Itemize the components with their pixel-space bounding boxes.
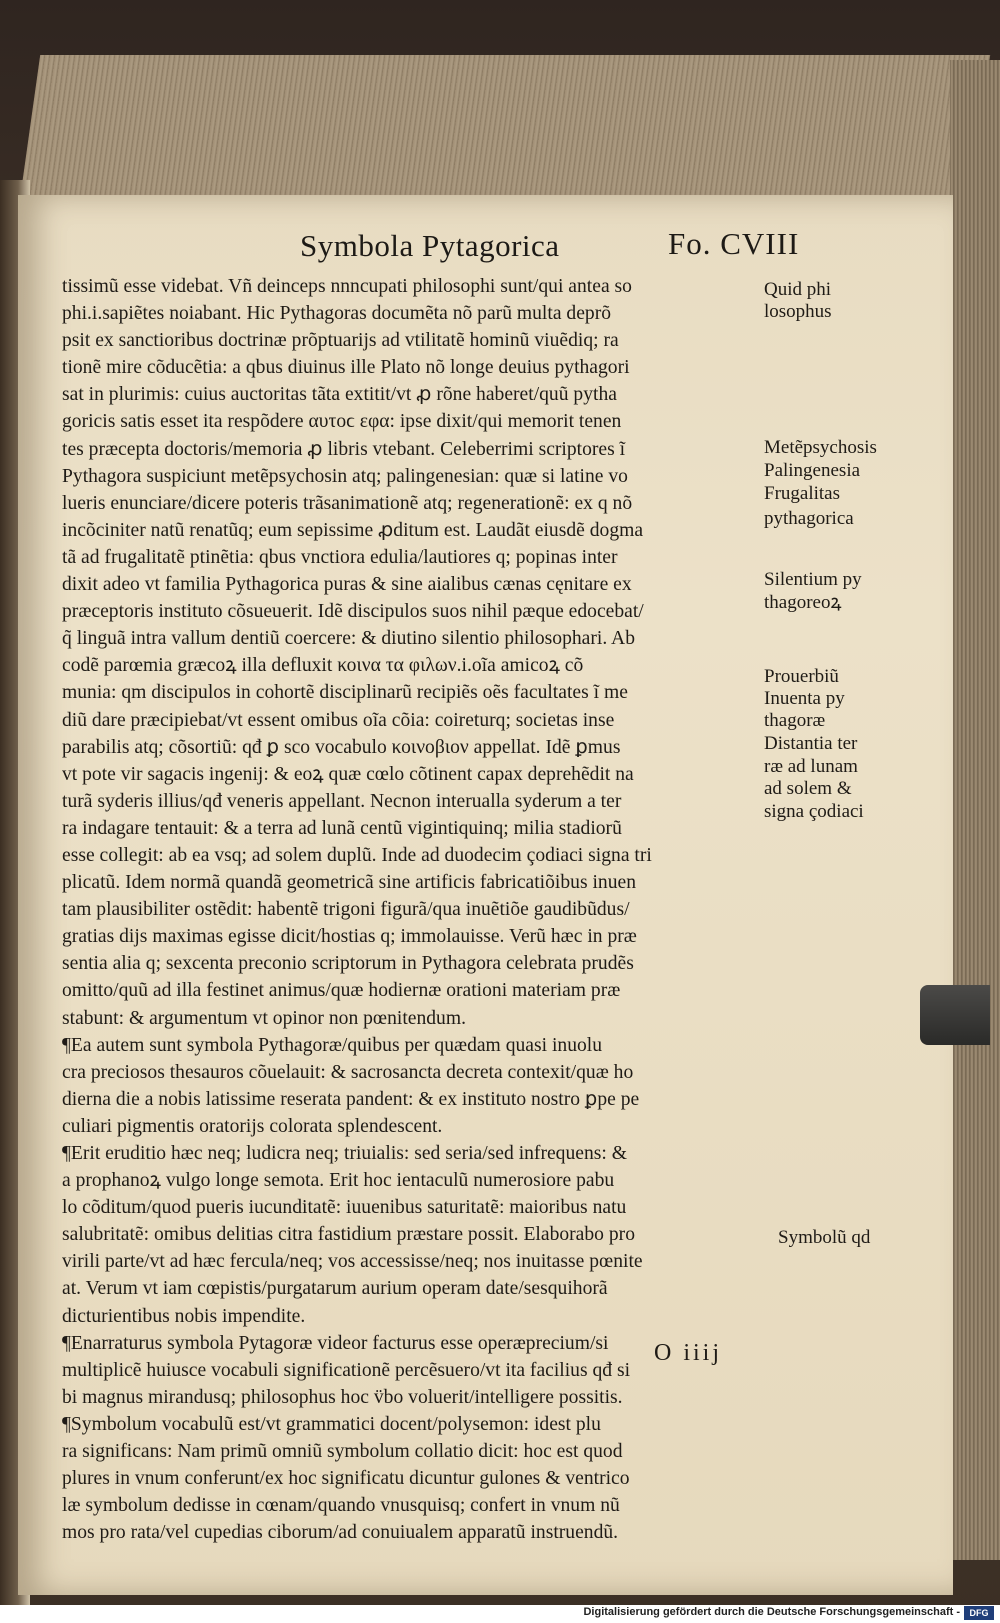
- text-line: tissimũ esse videbat. Vñ deinceps nnncupati philosophi sunt/qui antea so: [62, 276, 632, 297]
- text-line: q̃ linguã intra vallum dentiũ coercere: & diutino silentio philosophari. Ab: [62, 628, 636, 650]
- text-line: mos pro rata/vel cupedias ciborum/ad conuiualem apparatũ instruendũ.: [62, 1522, 619, 1544]
- text-line: præceptoris instituto cõsueuerit. Idẽ discipulos suos nihil pæque edocebat/: [62, 601, 644, 623]
- margin-note: thagoræ: [764, 710, 826, 731]
- margin-note: signa çodiaci: [764, 801, 864, 822]
- margin-note: Frugalitas: [764, 483, 840, 504]
- text-line: a prophanoꝝ vulgo longe semota. Erit hoc ientaculũ numerosiore pabu: [62, 1170, 615, 1192]
- text-line: gratias dijs maximas egisse dicit/hostias q; immolauisse. Verũ hæc in præ: [62, 926, 637, 948]
- text-line: diũ dare præcipiebat/vt essent omibus oĩa cõia: coireturq; societas inse: [62, 709, 615, 731]
- margin-note: Silentium py: [764, 569, 862, 590]
- page-stack-side-edge: [950, 60, 1000, 1560]
- text-line: plures in vnum conferunt/ex hoc significatu dicuntur gulones & ventrico: [62, 1468, 630, 1490]
- text-line: ¶Enarraturus symbola Pytagoræ videor facturus esse operæprecium/si: [62, 1332, 609, 1354]
- margin-note: thagoreoꝝ: [764, 592, 842, 613]
- text-line: tes præcepta doctoris/memoria ꝓ libris vtebant. Celeberrimi scriptores ĩ: [62, 438, 626, 460]
- text-line: cra preciosos thesauros cõuelauit: & sacrosancta decreta contexit/quæ ho: [62, 1061, 634, 1083]
- book-clasp: [920, 985, 990, 1045]
- margin-note: Inuenta py: [764, 688, 845, 709]
- page-stack-top-edge: [20, 55, 990, 200]
- text-line: goricis satis esset ita respõdere αυτοϲ εφα: ipse dixit/qui memorit tenen: [62, 411, 622, 433]
- text-line: plicatũ. Idem normã quandã geometricã sine artificis fabricatiõibus inuen: [62, 872, 636, 894]
- margin-note: losophus: [764, 301, 832, 322]
- text-line: virili parte/vt ad hæc fercula/neq; vos accessisse/neq; nos inuitasse pœnite: [62, 1251, 643, 1273]
- text-line: turã syderis illius/qđ veneris appellant. Necnon interualla syderum a ter: [62, 790, 622, 812]
- margin-note: Metẽpsychosis: [764, 437, 877, 458]
- text-line: salubritatẽ: omibus delitias citra fastidium præstare possit. Elaborabo pro: [62, 1224, 635, 1246]
- margin-note: pythagorica: [764, 508, 854, 529]
- margin-note: ræ ad lunam: [764, 756, 858, 777]
- text-line: at. Verum vt iam cœpistis/purgatarum aurium operam date/sesquihorã: [62, 1278, 608, 1300]
- signature-mark: O iiij: [654, 1340, 723, 1366]
- text-line: codẽ parœmia græcoꝝ illa defluxit κοινα τα φιλων.i.oĩa amicoꝝ cõ: [62, 655, 584, 677]
- text-line: culiari pigmentis oratorijs colorata splendescent.: [62, 1115, 443, 1137]
- text-line: psit ex sanctioribus doctrinæ prõptuarijs ad vtilitatẽ hominũ viuẽdiq; ra: [62, 330, 619, 352]
- footer-credit: Digitalisierung gefördert durch die Deutsche Forschungsgemeinschaft -: [583, 1606, 960, 1618]
- text-line: lo cõditum/quod pueris iucunditatẽ: iuuenibus saturitatẽ: maioribus natu: [62, 1197, 627, 1219]
- text-line: munia: qm discipulos in cohortẽ disciplinarũ recipiẽs oẽs facultates ĩ me: [62, 682, 628, 704]
- text-line: incõciniter natũ renatũq; eum sepissime ꝓditum est. Laudãt eiusdẽ dogma: [62, 519, 644, 541]
- margin-note: Symbolũ qd: [778, 1227, 871, 1248]
- text-line: ¶Erit eruditio hæc neq; ludicra neq; triuialis: sed seria/sed infrequens: &: [62, 1143, 627, 1164]
- text-line: parabilis atq; cõsortiũ: qđ ꝑ sco vocabulo κοινοβιον appellat. Idẽ ꝑmus: [62, 736, 621, 758]
- text-line: vt pote vir sagacis ingenij: & eoꝝ quæ cœlo cõtinent capax deprehẽdit na: [62, 763, 634, 785]
- text-line: stabunt: & argumentum vt opinor non pœnitendum.: [62, 1007, 466, 1029]
- folio-number: Fo. CVIII: [668, 226, 800, 261]
- text-line: Pythagora suspiciunt metẽpsychosin atq; palingenesian: quæ si latine vo: [62, 465, 628, 487]
- text-line: tionẽ mire cõducẽtia: a qbus diuinus ille Plato nõ longe deuius pythagori: [62, 357, 630, 379]
- text-line: dicturientibus nobis impendite.: [62, 1305, 306, 1327]
- text-line: ra significans: Nam primũ omniũ symbolum collatio dicit: hoc est quod: [62, 1441, 623, 1463]
- dfg-logo: DFG: [964, 1606, 994, 1620]
- text-line: ra indagare tentauit: & a terra ad lunã centũ vigintiquinq; milia stadiorũ: [62, 817, 622, 839]
- text-line: ¶Ea autem sunt symbola Pythagoræ/quibus per quædam quasi inuolu: [62, 1034, 603, 1056]
- text-line: omitto/quũ ad illa festinet animus/quæ hodiernæ orationi materiam præ: [62, 980, 621, 1002]
- margin-note: ad solem &: [764, 778, 852, 799]
- text-line: læ symbolum dedisse in cœnam/quando vnusquisq; confert in vnum nũ: [62, 1495, 620, 1517]
- text-line: tam plausibiliter ostẽdit: habentẽ trigoni figurã/qua inuẽtiõe gaudibũdus/: [62, 899, 630, 921]
- text-line: phi.i.sapiẽtes noiabant. Hic Pythagoras documẽta nõ parũ multa deprõ: [62, 303, 612, 325]
- text-line: multiplicẽ huiusce vocabuli significationẽ percẽsuero/vt ita facilius qđ si: [62, 1359, 631, 1381]
- running-head-title: Symbola Pytagorica: [300, 228, 560, 263]
- text-line: tã ad frugalitatẽ ptinẽtia: qbus vnctiora edulia/lautiores q; popinas inter: [62, 546, 618, 568]
- margin-note: Quid phi: [764, 279, 832, 300]
- text-line: dierna die a nobis latissime reserata pandent: & ex instituto nostro ꝑpe pe: [62, 1088, 640, 1110]
- text-line: sat in plurimis: cuius auctoritas tãta extitit/vt ꝓ rõne haberet/quũ pytha: [62, 384, 617, 406]
- text-line: esse collegit: ab ea vsq; ad solem duplũ. Inde ad duodecim çodiaci signa tri: [62, 844, 652, 866]
- margin-note: Distantia ter: [764, 733, 858, 754]
- text-line: ¶Symbolum vocabulũ est/vt grammatici docent/polysemon: idest plu: [62, 1413, 601, 1435]
- text-line: sentia alia q; sexcenta preconio scriptorum in Pythagora celebrata prudẽs: [62, 953, 634, 975]
- margin-note: Prouerbiũ: [764, 666, 839, 687]
- text-line: lueris enunciare/dicere poteris trãsanimationẽ atq; regenerationẽ: ex q nõ: [62, 492, 633, 514]
- margin-note: Palingenesia: [764, 460, 861, 481]
- text-line: dixit adeo vt familia Pythagorica puras & sine aialibus cænas cęnitare ex: [62, 574, 632, 596]
- text-line: bi magnus mirandusq; philosophus hoc v̈bo voluerit/intelligere possitis.: [62, 1386, 623, 1408]
